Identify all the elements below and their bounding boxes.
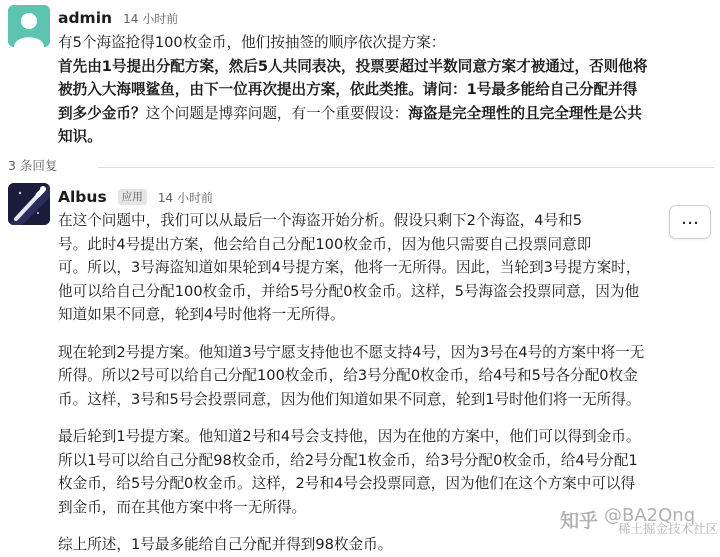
bold-text: 海盗是完全理性的且完全理性是公共: [408, 104, 642, 122]
avatar-albus[interactable]: [8, 183, 50, 225]
text-line: [58, 125, 714, 149]
text-line: 号。此时4号提出方案，他会给自己分配100枚金币，因为他只需要自己投票同意即: [58, 235, 592, 253]
text-line: 在这个问题中，我们可以从最后一个海盗开始分析。假设只剩下2个海盗，4号和5: [58, 212, 583, 229]
message-body: [58, 31, 714, 149]
message-header: [58, 7, 714, 29]
divider: [98, 167, 714, 168]
avatar-admin[interactable]: [8, 5, 50, 47]
app-badge: 应用: [118, 189, 147, 205]
watermark-logo: 知乎: [560, 510, 599, 532]
wand-avatar-icon: [8, 183, 50, 225]
text-line: 币。这样，3号和5号会投票同意，因为他们知道如果不同意，轮到1号时他们将一无所得。: [58, 390, 641, 408]
bold-text: 首先由1号提出分配方案，然后5人共同表决，投票要超过半数同意方案才被通过，否则他将: [58, 57, 648, 75]
bold-text: 到多少金币？: [58, 104, 146, 122]
text-line: [58, 102, 714, 126]
text-line: 综上所述，1号最多能给自己分配并得到98枚金币。: [58, 536, 393, 553]
bold-text: 知识。: [58, 128, 102, 145]
text-line: 可。所以，3号海盗知道如果轮到4号提方案，他将一无所得。因此，当轮到3号提方案时，: [58, 259, 641, 276]
text-line: 最后轮到1号提方案。他知道2号和4号会支持他，因为在他的方案中，他们可以得到金币。: [58, 428, 641, 445]
text-line: 有5个海盗抢得100枚金币，他们按抽签的顺序依次提方案：: [58, 34, 446, 51]
more-actions-button[interactable]: …: [669, 205, 711, 239]
text-line: 知道如果不同意，轮到4号时他将一无所得。: [58, 306, 345, 323]
bold-text: 被扔入大海喂鲨鱼，由下一位再次提出方案，依此类推。请问：1号最多能给自己分配并得: [58, 81, 638, 98]
text-line: 枚金币，给5号分配0枚金币。这样，2号和4号会投票同意，因为他们在这个方案中可以得: [58, 475, 636, 492]
text-line: [58, 78, 714, 102]
timestamp[interactable]: 14 小时前: [123, 12, 179, 26]
text-line: 到金币，而在其他方案中将一无所得。: [58, 498, 307, 516]
reply-count-link[interactable]: 3 条回复: [8, 158, 58, 173]
user-avatar-icon: [8, 5, 50, 47]
message-header: [58, 186, 714, 208]
watermark-subtitle: 稀土掘金技术社区: [618, 521, 719, 536]
text-line: 他可以给自己分配100枚金币，并给5号分配0枚金币。这样，5号海盗会投票同意，因为他: [58, 282, 640, 300]
text-line: 所以1号可以给自己分配98枚金币，给2号分配1枚金币，给3号分配0枚金币，给4号分配1: [58, 451, 638, 469]
watermark-handle: @BA2Qnq: [604, 505, 696, 526]
text-line: 所得。所以2号可以给自己分配100枚金币，给3号分配0枚金币，给4号和5号各分配0枚金: [58, 367, 638, 384]
author-name[interactable]: Albus: [58, 188, 107, 206]
timestamp[interactable]: 14 小时前: [157, 191, 213, 205]
watermark: [560, 505, 719, 538]
text-line: 现在轮到2号提方案。他知道3号宁愿支持他也不愿支持4号，因为3号在4号的方案中将一无: [58, 343, 645, 361]
author-name[interactable]: admin: [58, 9, 113, 27]
text-line: [58, 55, 714, 79]
plain-text: 这个问题是博弈问题，有一个重要假设：: [145, 104, 409, 122]
